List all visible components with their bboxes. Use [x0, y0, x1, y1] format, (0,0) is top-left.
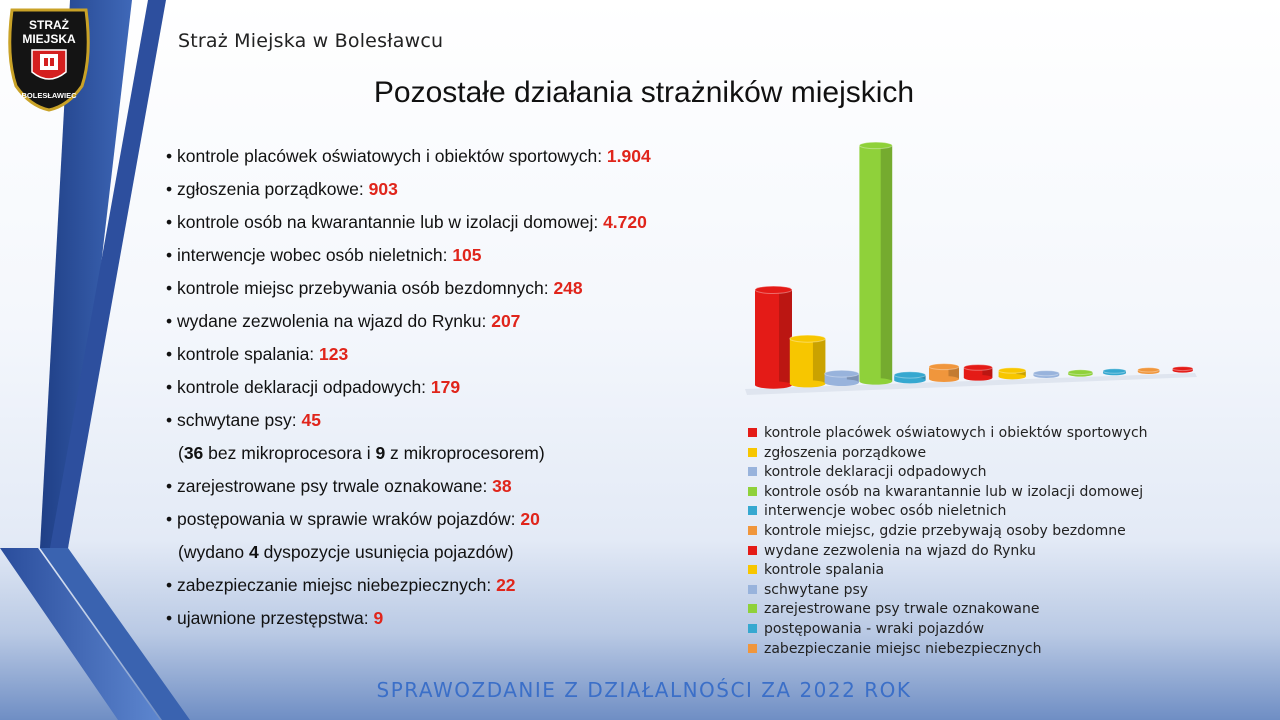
legend-item: [748, 561, 1148, 581]
svg-text:STRAŻ: STRAŻ: [29, 18, 69, 32]
slide-title: Pozostałe działania strażników miejskich: [373, 76, 915, 109]
activity-label: zgłoszenia porządkowe:: [177, 179, 369, 199]
activity-note-wrecks: [166, 538, 651, 571]
activity-value: 38: [492, 476, 512, 496]
activity-item: • ujawnione przestępstwa: 9: [166, 608, 384, 628]
chart-bar: [1033, 371, 1059, 378]
note-number: 36: [183, 443, 204, 463]
activity-value: 105: [452, 245, 482, 265]
organization-name: Straż Miejska w Bolesławcu: [178, 30, 444, 52]
legend-swatch: [748, 526, 757, 535]
bar-top: [755, 286, 792, 293]
legend-swatch: [748, 546, 757, 555]
chart-bar: [929, 364, 959, 382]
activity-label: ujawnione przestępstwa:: [177, 608, 374, 628]
chart-bar: [999, 368, 1026, 380]
legend-label: kontrole placówek oświatowych i obiektów sportowych: [764, 425, 1148, 441]
bar-top: [859, 142, 892, 149]
chart-bar: [755, 286, 792, 389]
svg-text:BOLESŁAWIEC: BOLESŁAWIEC: [21, 91, 77, 100]
activity-item: • kontrole spalania: 123: [166, 344, 349, 364]
activity-item: • wydane zezwolenia na wjazd do Rynku: 207: [166, 311, 521, 331]
activity-label: zabezpieczanie miejsc niebezpiecznych:: [177, 575, 497, 595]
legend-item: [748, 640, 1148, 660]
bar-top: [964, 365, 993, 371]
note-number: 4: [249, 542, 259, 562]
activity-value: 123: [319, 344, 349, 364]
legend-item: [748, 600, 1148, 620]
legend-item: [748, 424, 1148, 444]
legend-label: kontrole osób na kwarantannie lub w izolacji domowej: [764, 483, 1144, 500]
activity-value: 1.904: [606, 146, 651, 166]
legend-swatch: [748, 644, 757, 653]
activity-value: 45: [301, 410, 321, 430]
chart-bar: [790, 335, 826, 387]
legend-label: wydane zezwolenia na wjazd do Rynku: [764, 542, 1036, 559]
activity-item: • kontrole osób na kwarantannie lub w izolacji domowej: 4.720: [166, 212, 647, 232]
activity-label: interwencje wobec osób nieletnich:: [177, 245, 453, 265]
chart-bar: [1138, 368, 1160, 374]
activity-label: wydane zezwolenia na wjazd do Rynku:: [177, 311, 492, 331]
activity-item: • kontrole placówek oświatowych i obiektów sportowych: 1.904: [166, 146, 651, 166]
legend-swatch: [748, 428, 757, 437]
legend-swatch: [748, 604, 757, 613]
legend-item: [748, 444, 1148, 464]
legend-item: [748, 502, 1148, 522]
legend-label: kontrole spalania: [764, 562, 885, 579]
legend-swatch: [748, 585, 757, 594]
bar-base: [825, 379, 859, 386]
note-text: (wydano: [178, 542, 250, 562]
note-text: bez mikroprocesora i: [203, 443, 376, 463]
activity-item: • interwencje wobec osób nieletnich: 105: [166, 245, 482, 265]
legend-label: interwencje wobec osób nieletnich: [764, 503, 1007, 520]
bar-base: [755, 381, 792, 388]
activity-value: 22: [496, 575, 516, 595]
bar-base: [859, 378, 892, 385]
activity-label: schwytane psy:: [177, 410, 302, 430]
legend-swatch: [748, 467, 757, 476]
bar-top: [929, 364, 959, 370]
activity-label: zarejestrowane psy trwale oznakowane:: [177, 476, 493, 496]
activity-item: • kontrole miejsc przebywania osób bezdomnych: 248: [166, 278, 583, 298]
activity-label: postępowania w sprawie wraków pojazdów:: [177, 509, 521, 529]
legend-item: [748, 542, 1148, 562]
chart-bar: [964, 365, 993, 381]
activities-list: [166, 142, 651, 637]
bar-base: [964, 375, 993, 381]
bar-base: [790, 380, 826, 387]
chart-bar: [1103, 369, 1126, 376]
chart-bar: [1068, 370, 1092, 377]
legend-item: [748, 620, 1148, 640]
bar-shade: [881, 145, 892, 381]
activity-value: 179: [430, 377, 461, 397]
activity-value: 248: [553, 278, 583, 298]
chart-legend: [748, 424, 1148, 659]
chart-bar: [1173, 367, 1193, 373]
legend-label: zgłoszenia porządkowe: [764, 444, 927, 461]
legend-swatch: [748, 448, 757, 457]
note-text: (: [178, 443, 184, 463]
activity-label: kontrole deklaracji odpadowych:: [177, 377, 431, 397]
legend-item: [748, 581, 1148, 601]
activity-item: • zabezpieczanie miejsc niebezpiecznych: 22: [166, 575, 516, 595]
bar-top: [1068, 370, 1092, 375]
legend-swatch: [748, 624, 757, 633]
activity-item: • zgłoszenia porządkowe: 903: [166, 179, 398, 199]
legend-label: zabezpieczanie miejsc niebezpiecznych: [764, 640, 1042, 657]
bar-chart: [735, 135, 1205, 410]
activity-item: • kontrole deklaracji odpadowych: 179: [166, 377, 461, 397]
activity-item: • zarejestrowane psy trwale oznakowane: 38: [166, 476, 512, 496]
legend-label: kontrole miejsc, gdzie przebywają osoby bezdomne: [764, 522, 1126, 539]
bar-base: [999, 374, 1026, 379]
activity-value: 903: [368, 179, 398, 199]
legend-swatch: [748, 487, 757, 496]
chart-bar: [894, 372, 925, 384]
activity-label: kontrole osób na kwarantannie lub w izolacji domowej:: [177, 212, 604, 232]
svg-text:MIEJSKA: MIEJSKA: [22, 32, 76, 46]
bar-top: [999, 368, 1026, 373]
legend-swatch: [748, 565, 757, 574]
chart-bar: [859, 142, 892, 385]
activity-note-dogs: [166, 439, 651, 472]
activity-value: 20: [520, 509, 540, 529]
activity-value: 9: [373, 608, 384, 628]
bar-top: [825, 370, 859, 377]
bar-top: [1033, 371, 1059, 376]
note-text: z mikroprocesorem): [385, 443, 545, 463]
note-number: 9: [375, 443, 386, 463]
activity-value: 4.720: [603, 212, 647, 232]
activity-label: kontrole miejsc przebywania osób bezdomnych:: [177, 278, 554, 298]
activity-label: kontrole placówek oświatowych i obiektów sportowych:: [177, 146, 607, 166]
bar-base: [929, 376, 959, 382]
activity-item: • schwytane psy: 45: [166, 410, 321, 430]
bar-top: [1103, 369, 1126, 374]
legend-item: [748, 483, 1148, 503]
bar-top: [1173, 367, 1193, 371]
legend-label: postępowania - wraki pojazdów: [764, 620, 985, 637]
legend-label: kontrole deklaracji odpadowych: [764, 464, 987, 481]
activity-label: kontrole spalania:: [177, 344, 320, 364]
chart-bar: [825, 370, 859, 386]
legend-label: zarejestrowane psy trwale oznakowane: [764, 601, 1040, 618]
legend-swatch: [748, 506, 757, 515]
activity-value: 207: [491, 311, 521, 331]
bar-top: [894, 372, 925, 378]
legend-item: [748, 463, 1148, 483]
bar-top: [790, 335, 826, 342]
legend-label: schwytane psy: [764, 581, 869, 598]
bar-top: [1138, 368, 1160, 372]
activity-item: • postępowania w sprawie wraków pojazdów: 20: [166, 509, 540, 529]
note-text: dyspozycje usunięcia pojazdów): [258, 542, 514, 562]
legend-item: [748, 522, 1148, 542]
bar-shade: [813, 339, 825, 384]
report-footer: SPRAWOZDANIE Z DZIAŁALNOŚCI ZA 2022 ROK: [376, 678, 912, 702]
